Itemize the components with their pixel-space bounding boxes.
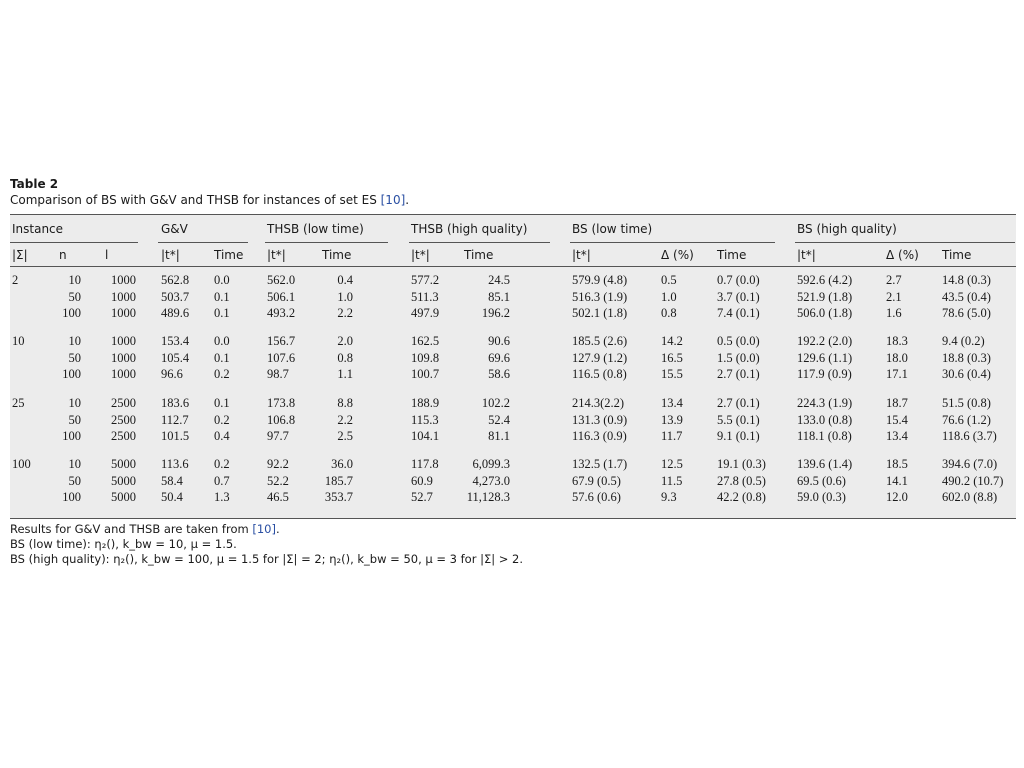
table-cell: 14.2 [661, 334, 683, 348]
table-cell: 592.6 (4.2) [797, 273, 853, 287]
table-cell: 50 [68, 412, 81, 427]
table-cell: 0.5 (0.0) [717, 334, 760, 348]
table-cell: 43.5 (0.4) [942, 289, 991, 304]
table-cell: 116.3 (0.9) [572, 429, 627, 443]
table-cell: 503.7 [161, 289, 190, 304]
table-cell: 133.0 (0.8) [797, 412, 853, 427]
column-header: Time [322, 248, 352, 262]
table-cell: 57.6 (0.6) [572, 490, 621, 504]
table-cell: 14.1 [886, 473, 908, 488]
table-cell: 13.9 [661, 412, 683, 427]
table-cell: 50 [68, 350, 81, 365]
column-header: |t*| [161, 248, 180, 262]
table-cell: 173.8 [267, 396, 296, 410]
column-header: l [105, 248, 109, 262]
table-cell: 602.0 (8.8) [942, 490, 998, 504]
table-cell: 14.8 (0.3) [942, 273, 991, 287]
group-header: THSB (high quality) [411, 222, 528, 236]
column-header: Time [942, 248, 972, 262]
table-cell: 101.5 [161, 429, 190, 443]
table-cell: 2.7 (0.1) [717, 367, 760, 381]
table-cell: 50 [68, 473, 81, 488]
table-cell: 0.2 [214, 367, 230, 381]
table-cell: 1.5 (0.0) [717, 350, 760, 365]
table-footnotes [10, 522, 1016, 567]
table-cell: 67.9 (0.5) [572, 473, 621, 488]
group-header: BS (high quality) [797, 222, 897, 236]
group-header: THSB (low time) [267, 222, 364, 236]
table-cell: 0.2 [214, 457, 230, 471]
table-cell: 15.4 [886, 412, 908, 427]
table-cell: 224.3 (1.9) [797, 396, 853, 410]
header-rule [409, 242, 550, 243]
table-cell: 394.6 (7.0) [942, 457, 998, 471]
table-cell: 1000 [111, 350, 136, 365]
column-header: |Σ| [12, 248, 28, 262]
table-cell: 0.2 [214, 412, 230, 427]
column-header: Time [214, 248, 244, 262]
table-cell: 106.8 [267, 412, 296, 427]
table-cell: 1000 [111, 273, 136, 287]
table-cell: 4,273.0 [472, 473, 510, 488]
table-cell: 60.9 [411, 473, 433, 488]
header-rule [795, 242, 1015, 243]
table-cell: 516.3 (1.9) [572, 289, 628, 304]
table-cell: 2.2 [337, 306, 353, 320]
table-cell: 185.5 (2.6) [572, 334, 628, 348]
table-cell: 27.8 (0.5) [717, 473, 766, 488]
table-cell: 50 [68, 289, 81, 304]
sigma-cell: 100 [12, 457, 31, 471]
table-label: Table 2 [10, 177, 59, 191]
table-cell: 131.3 (0.9) [572, 412, 628, 427]
group-header: G&V [161, 222, 188, 236]
table-cell: 11.5 [661, 473, 683, 488]
table-cell: 579.9 (4.8) [572, 273, 628, 287]
table-cell: 214.3(2.2) [572, 396, 625, 410]
table-cell: 16.5 [661, 350, 683, 365]
table-cell: 118.1 (0.8) [797, 429, 852, 443]
table-cell: 2.5 [337, 429, 353, 443]
table-cell: 0.8 [661, 306, 677, 320]
table-cell: 127.9 (1.2) [572, 350, 628, 365]
table-cell: 100 [62, 429, 81, 443]
table-cell: 562.0 [267, 273, 296, 287]
table-cell: 8.8 [337, 396, 353, 410]
table-cell: 0.4 [214, 429, 230, 443]
column-header: Δ (%) [886, 248, 919, 262]
table-cell: 18.7 [886, 396, 908, 410]
table-cell: 185.7 [324, 473, 353, 488]
table-cell: 132.5 (1.7) [572, 457, 628, 471]
sigma-cell: 2 [12, 273, 19, 287]
column-header: |t*| [411, 248, 430, 262]
table-cell: 1000 [111, 289, 136, 304]
table-cell: 10 [68, 457, 81, 471]
group-header: BS (low time) [572, 222, 653, 236]
table-cell: 577.2 [411, 273, 440, 287]
table-cell: 18.8 (0.3) [942, 350, 991, 365]
table-cell: 98.7 [267, 367, 289, 381]
table-cell: 100.7 [411, 367, 440, 381]
table-cell: 1.0 [337, 289, 353, 304]
column-header: Time [464, 248, 494, 262]
table-cell: 24.5 [488, 273, 510, 287]
table-cell: 511.3 [411, 289, 439, 304]
table-cell: 12.0 [886, 490, 908, 504]
table-cell: 18.5 [886, 457, 908, 471]
table-cell: 46.5 [267, 490, 289, 504]
table-cell: 0.5 [661, 273, 677, 287]
table-cell: 13.4 [661, 396, 683, 410]
table-cell: 5000 [111, 473, 136, 488]
table-cell: 17.1 [886, 367, 908, 381]
table-cell: 0.4 [337, 273, 353, 287]
table-cell: 521.9 (1.8) [797, 289, 853, 304]
column-header: n [59, 248, 67, 262]
table-cell: 96.6 [161, 367, 183, 381]
table-cell: 0.8 [337, 350, 353, 365]
table-cell: 11,128.3 [466, 490, 510, 504]
table-cell: 5000 [111, 457, 136, 471]
table-cell: 188.9 [411, 396, 440, 410]
table-cell: 10 [68, 334, 81, 348]
footnote [10, 552, 1016, 567]
table-cell: 11.7 [661, 429, 683, 443]
table-cell: 0.1 [214, 289, 230, 304]
table-cell: 2500 [111, 429, 136, 443]
table-caption [10, 192, 1016, 208]
table-cell: 9.1 (0.1) [717, 429, 760, 443]
table-cell: 5.5 (0.1) [717, 412, 760, 427]
table-cell: 497.9 [411, 306, 440, 320]
table-cell: 12.5 [661, 457, 683, 471]
column-header: |t*| [797, 248, 816, 262]
table-cell: 1.0 [661, 289, 677, 304]
table-cell: 52.2 [267, 473, 289, 488]
table-cell: 52.4 [488, 412, 510, 427]
table-cell: 183.6 [161, 396, 190, 410]
table-cell: 506.1 [267, 289, 296, 304]
table-cell: 18.0 [886, 350, 908, 365]
table-cell: 18.3 [886, 334, 908, 348]
table-cell: 112.7 [161, 412, 189, 427]
table-cell: 109.8 [411, 350, 440, 365]
table-cell: 51.5 (0.8) [942, 396, 991, 410]
table-figure [10, 176, 1016, 567]
table-cell: 117.9 (0.9) [797, 367, 852, 381]
table-cell: 13.4 [886, 429, 908, 443]
table-cell: 9.3 [661, 490, 677, 504]
table-cell: 153.4 [161, 334, 190, 348]
table-cell: 0.0 [214, 334, 230, 348]
table-cell: 0.7 (0.0) [717, 273, 760, 287]
table-cell: 0.1 [214, 306, 230, 320]
table-cell: 489.6 [161, 306, 190, 320]
table-cell: 1.1 [337, 367, 353, 381]
header-rule [158, 242, 248, 243]
column-header: |t*| [572, 248, 591, 262]
table-cell: 0.1 [214, 396, 230, 410]
table-cell: 19.1 (0.3) [717, 457, 766, 471]
table-cell: 2.2 [337, 412, 353, 427]
table-cell: 0.0 [214, 273, 230, 287]
table-cell: 10 [68, 273, 81, 287]
footnote-text: Results for G&V and THSB are taken from [10, 522, 253, 536]
table-cell: 115.3 [411, 412, 439, 427]
group-header: Instance [12, 222, 64, 236]
caption-text: Comparison of BS with G&V and THSB for instances of set ES [10, 193, 381, 207]
footnote-text: BS (high quality): η₂(), k_bw = 100, μ = 1.5 for |Σ| = 2; η₂(), k_bw = 50, μ = 3 for |Σ| > 2. [10, 552, 524, 566]
table-cell: 2500 [111, 412, 136, 427]
table-cell: 92.2 [267, 457, 289, 471]
table-cell: 36.0 [331, 457, 353, 471]
header-rule [265, 242, 388, 243]
table-cell: 102.2 [481, 396, 510, 410]
table-cell: 162.5 [411, 334, 440, 348]
table-cell: 107.6 [267, 350, 296, 365]
footnote-end: . [275, 522, 280, 536]
table-cell: 3.7 (0.1) [717, 289, 760, 304]
table-cell: 85.1 [488, 289, 510, 304]
table-cell: 2.1 [886, 289, 902, 304]
table-cell: 42.2 (0.8) [717, 490, 766, 504]
table-cell: 58.6 [488, 367, 510, 381]
table-cell: 5000 [111, 490, 136, 504]
column-header: Δ (%) [661, 248, 694, 262]
table-cell: 116.5 (0.8) [572, 367, 627, 381]
table-cell: 0.7 [214, 473, 230, 488]
sigma-cell: 25 [12, 396, 25, 410]
table-cell: 10 [68, 396, 81, 410]
caption-citation-link[interactable]: [10] [380, 193, 406, 207]
footnote-text: BS (low time): η₂(), k_bw = 10, μ = 1.5. [10, 537, 237, 551]
table-cell: 105.4 [161, 350, 190, 365]
table-cell: 52.7 [411, 490, 433, 504]
footnote [10, 522, 1016, 537]
table-cell: 1000 [111, 334, 136, 348]
table-cell: 118.6 (3.7) [942, 429, 997, 443]
table-cell: 117.8 [411, 457, 439, 471]
table-cell: 1.6 [886, 306, 902, 320]
table-cell: 76.6 (1.2) [942, 412, 991, 427]
table-cell: 506.0 (1.8) [797, 306, 853, 320]
table-cell: 113.6 [161, 457, 189, 471]
table-cell: 104.1 [411, 429, 440, 443]
table-cell: 97.7 [267, 429, 289, 443]
table-cell: 0.1 [214, 350, 230, 365]
table-cell: 2500 [111, 396, 136, 410]
table-cell: 81.1 [488, 429, 510, 443]
column-header: Time [717, 248, 747, 262]
table-cell: 100 [62, 306, 81, 320]
table-cell: 2.7 [886, 273, 902, 287]
table-cell: 15.5 [661, 367, 683, 381]
table-cell: 2.7 (0.1) [717, 396, 760, 410]
header-rule [10, 266, 1016, 267]
table-cell: 30.6 (0.4) [942, 367, 991, 381]
header-rule [10, 242, 138, 243]
table-cell: 58.4 [161, 473, 183, 488]
table-cell: 9.4 (0.2) [942, 334, 985, 348]
table-cell: 2.0 [337, 334, 353, 348]
table-cell: 1000 [111, 306, 136, 320]
table-cell: 129.6 (1.1) [797, 350, 853, 365]
table-cell: 139.6 (1.4) [797, 457, 853, 471]
table-cell: 59.0 (0.3) [797, 490, 846, 504]
footnote-citation-link[interactable]: [10] [252, 522, 276, 536]
sigma-cell: 10 [12, 334, 25, 348]
table-cell: 562.8 [161, 273, 190, 287]
table-cell: 192.2 (2.0) [797, 334, 853, 348]
table-cell: 1000 [111, 367, 136, 381]
table-cell: 100 [62, 367, 81, 381]
table-cell: 7.4 (0.1) [717, 306, 760, 320]
table-cell: 1.3 [214, 490, 230, 504]
table-cell: 69.5 (0.6) [797, 473, 846, 488]
results-table [10, 214, 1016, 519]
table-cell: 78.6 (5.0) [942, 306, 991, 320]
table-cell: 493.2 [267, 306, 296, 320]
table-cell: 196.2 [481, 306, 510, 320]
table-cell: 502.1 (1.8) [572, 306, 628, 320]
column-header: |t*| [267, 248, 286, 262]
table-cell: 353.7 [324, 490, 353, 504]
table-cell: 490.2 (10.7) [942, 473, 1004, 488]
caption-end: . [405, 193, 410, 207]
table-cell: 6,099.3 [472, 457, 510, 471]
table-cell: 156.7 [267, 334, 296, 348]
table-cell: 50.4 [161, 490, 183, 504]
table-cell: 100 [62, 490, 81, 504]
header-rule [570, 242, 775, 243]
footnote [10, 537, 1016, 552]
table-cell: 69.6 [488, 350, 510, 365]
table-cell: 90.6 [488, 334, 510, 348]
